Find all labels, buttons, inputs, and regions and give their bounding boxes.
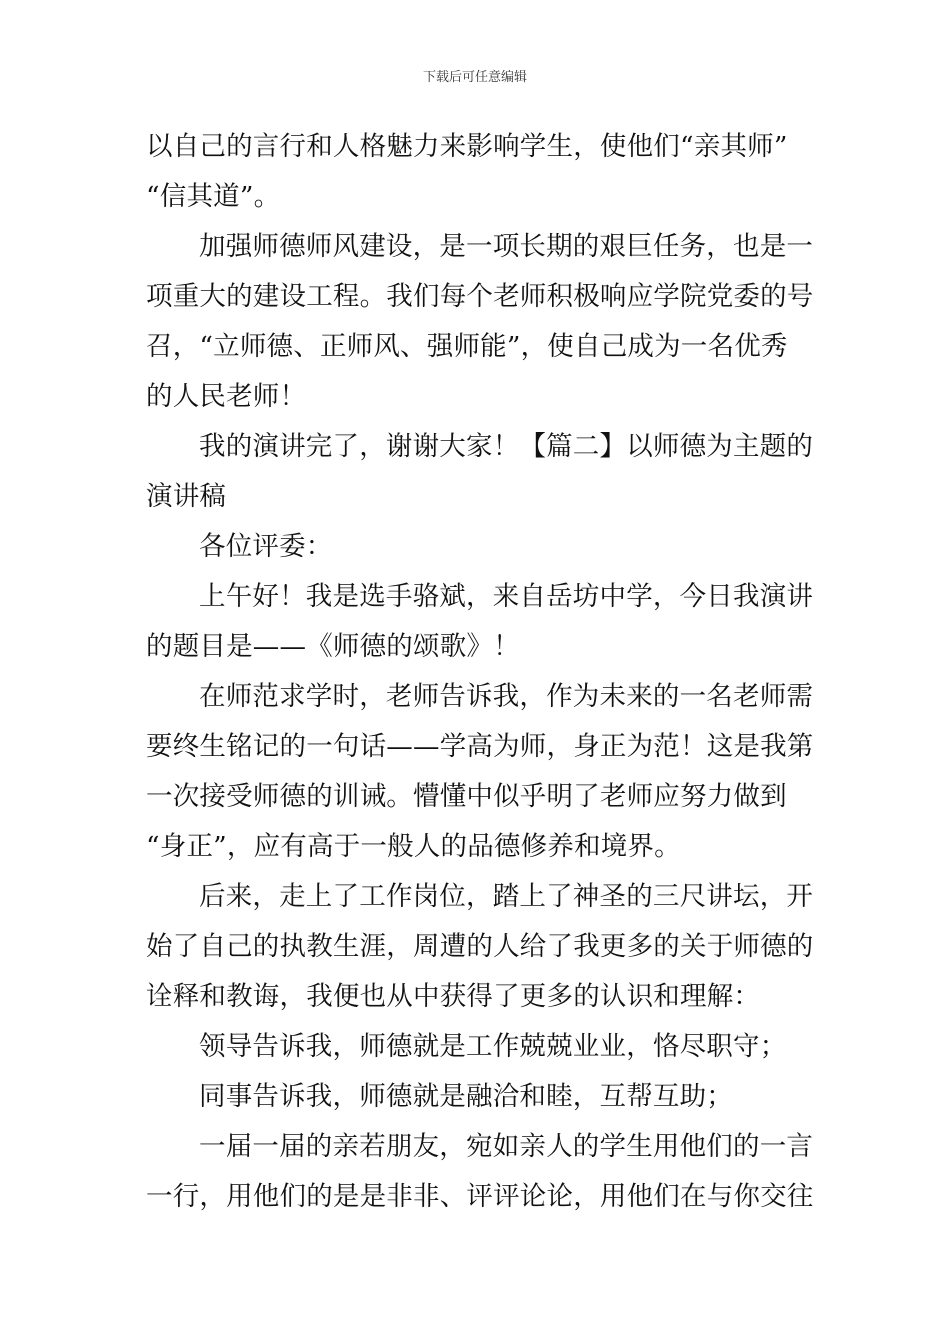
text-line: 演讲稿 [146, 481, 227, 512]
text-line: 同事告诉我，师德就是融洽和睦，互帮互助； [199, 1081, 733, 1112]
text-line: 召，“立师德、正师风、强师能”，使自己成为一名优秀 [146, 331, 788, 362]
text-line: 的题目是——《师德的颂歌》！ [146, 631, 520, 662]
text-line: 上午好！我是选手骆斌，来自岳坊中学，今日我演讲 [199, 581, 814, 612]
body-text [146, 128, 814, 1228]
text-line: 的人民老师！ [146, 381, 307, 412]
text-line: 诠释和教诲，我便也从中获得了更多的认识和理解： [146, 981, 761, 1012]
header-note: 下载后可任意编辑 [422, 70, 527, 85]
text-line: 后来，走上了工作岗位，踏上了神圣的三尺讲坛，开 [199, 881, 814, 912]
text-line: 我的演讲完了，谢谢大家！【篇二】以师德为主题的 [199, 431, 814, 462]
text-line: 在师范求学时，老师告诉我，作为未来的一名老师需 [199, 681, 814, 712]
text-line: 项重大的建设工程。我们每个老师积极响应学院党委的号 [146, 281, 814, 312]
text-line: 始了自己的执教生涯，周遭的人给了我更多的关于师德的 [146, 931, 814, 962]
text-line: “身正”，应有高于一般人的品德修养和境界。 [146, 831, 681, 862]
text-line: 以自己的言行和人格魅力来影响学生，使他们“亲其师” [146, 131, 788, 162]
text-line: 一次接受师德的训诫。懵懂中似乎明了老师应努力做到 [146, 781, 787, 812]
text-line: 加强师德师风建设，是一项长期的艰巨任务，也是一 [199, 231, 814, 262]
text-line: 一届一届的亲若朋友，宛如亲人的学生用他们的一言 [199, 1131, 814, 1162]
text-line: 领导告诉我，师德就是工作兢兢业业，恪尽职守； [199, 1031, 787, 1062]
text-line: 各位评委： [199, 531, 333, 562]
text-line: 一行，用他们的是是非非、评评论论，用他们在与你交往 [146, 1181, 814, 1212]
text-line: 要终生铭记的一句话——学高为师，身正为范！这是我第 [146, 731, 814, 762]
text-line: “信其道”。 [146, 181, 281, 212]
